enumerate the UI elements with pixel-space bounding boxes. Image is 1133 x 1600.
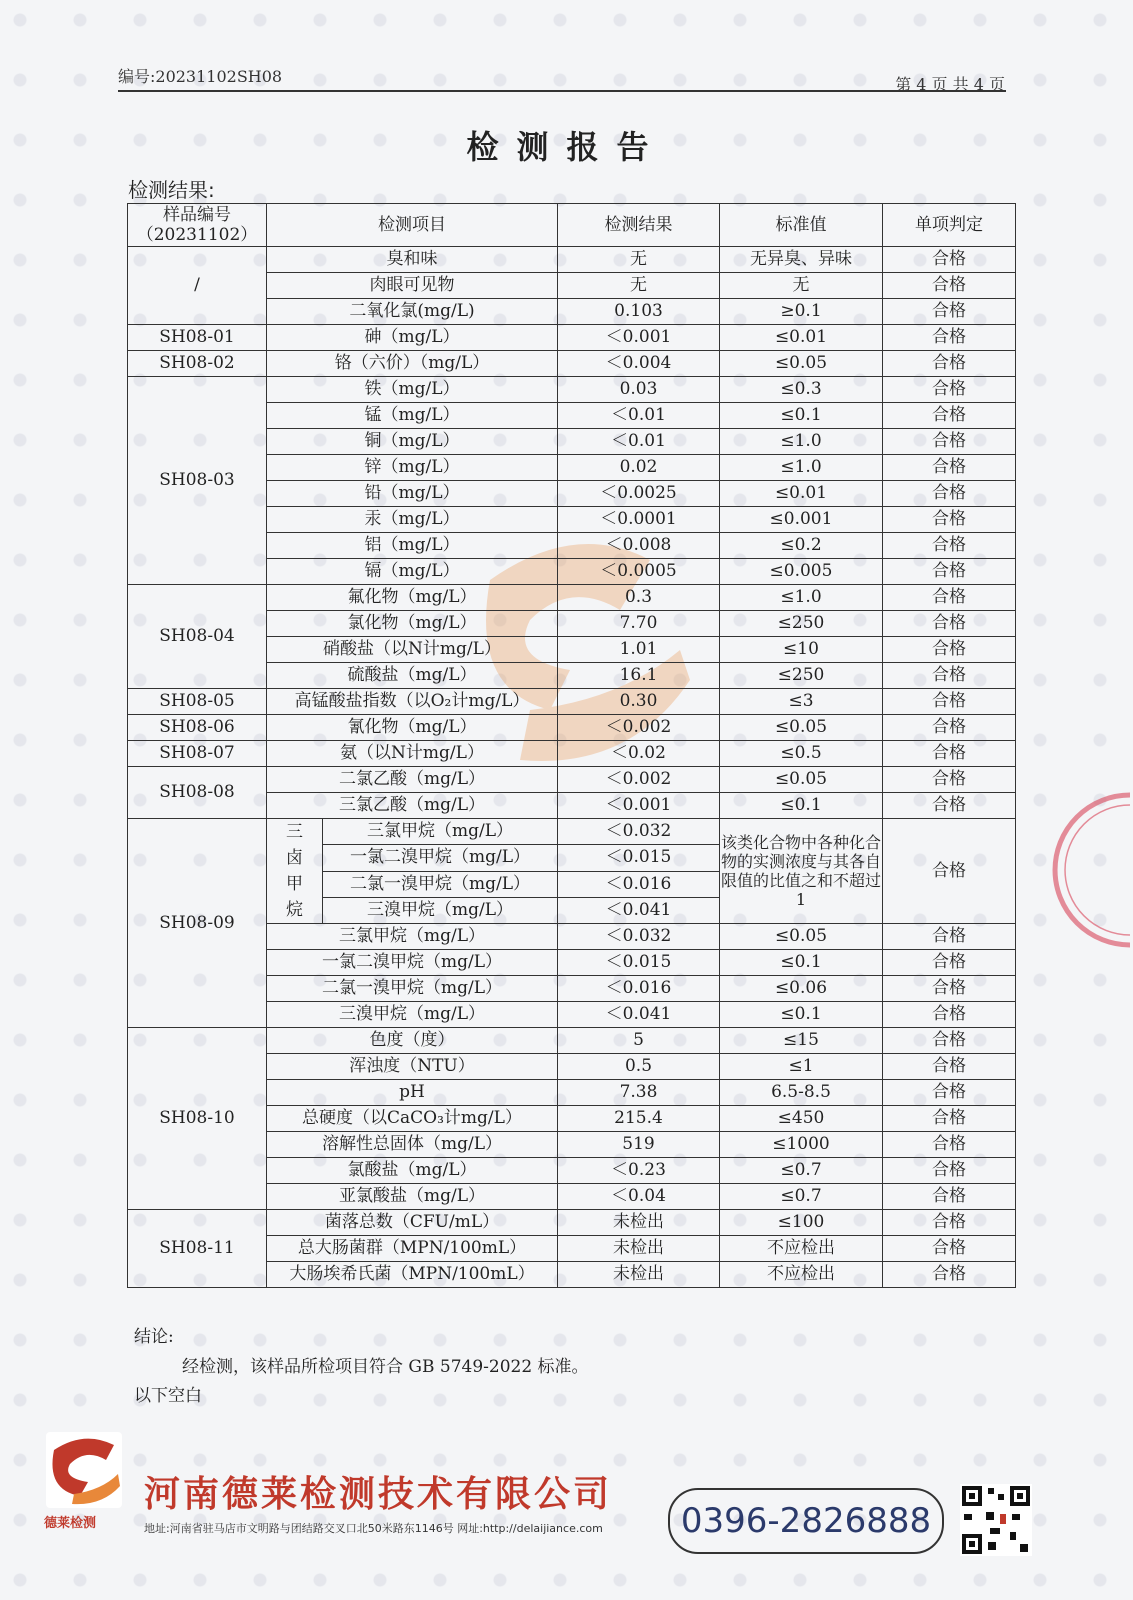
standard-cell: ≤0.7 (720, 1158, 883, 1184)
conclusion-text: 经检测，该样品所检项目符合 GB 5749-2022 标准。 (182, 1357, 589, 1377)
judgement-cell: 合格 (883, 793, 1016, 819)
standard-cell: ≤0.1 (720, 793, 883, 819)
table-row (128, 767, 1016, 793)
judgement-cell: 合格 (883, 247, 1016, 273)
result-cell: 未检出 (558, 1210, 720, 1236)
thm-group-text: 三卤甲烷 (286, 822, 303, 920)
judgement-cell: 合格 (883, 1132, 1016, 1158)
table-row (128, 351, 1016, 377)
standard-cell: 6.5-8.5 (720, 1080, 883, 1106)
standard-cell: ≤0.5 (720, 741, 883, 767)
item-cell: 一氯二溴甲烷（mg/L） (267, 950, 558, 976)
item-cell: 锰（mg/L） (267, 403, 558, 429)
result-cell: ＜0.23 (558, 1158, 720, 1184)
judgement-cell: 合格 (883, 1054, 1016, 1080)
sample-cell: SH08-05 (128, 689, 267, 715)
sample-cell: SH08-01 (128, 325, 267, 351)
result-cell: ＜0.001 (558, 793, 720, 819)
judgement-cell: 合格 (883, 481, 1016, 507)
sample-cell: SH08-04 (128, 585, 267, 689)
item-cell: 硫酸盐（mg/L） (267, 663, 558, 689)
result-cell: 0.03 (558, 377, 720, 403)
result-cell: ＜0.041 (558, 1002, 720, 1028)
judgement-cell: 合格 (883, 585, 1016, 611)
item-cell: 氯酸盐（mg/L） (267, 1158, 558, 1184)
results-table (127, 203, 1016, 1288)
standard-cell: ≤0.05 (720, 924, 883, 950)
item-cell: 总大肠菌群（MPN/100mL） (267, 1236, 558, 1262)
header-result: 检测结果 (558, 204, 720, 247)
judgement-cell: 合格 (883, 351, 1016, 377)
item-cell: 二氯一溴甲烷（mg/L） (267, 976, 558, 1002)
standard-cell: ≤0.3 (720, 377, 883, 403)
standard-cell: ≤0.1 (720, 1002, 883, 1028)
header-sample-no: 样品编号（20231102） (128, 204, 267, 247)
result-cell: 7.70 (558, 611, 720, 637)
item-cell: 硝酸盐（以N计mg/L） (267, 637, 558, 663)
table-row (128, 819, 1016, 845)
table-header-row (128, 204, 1016, 247)
result-cell: ＜0.016 (558, 871, 720, 897)
item-cell: 镉（mg/L） (267, 559, 558, 585)
logo-caption: 德莱检测 (44, 1516, 97, 1531)
sample-cell: SH08-06 (128, 715, 267, 741)
result-cell: 1.01 (558, 637, 720, 663)
judgement-cell: 合格 (883, 924, 1016, 950)
result-cell: ＜0.015 (558, 950, 720, 976)
result-cell: 无 (558, 273, 720, 299)
judgement-cell: 合格 (883, 1028, 1016, 1054)
judgement-cell: 合格 (883, 1080, 1016, 1106)
standard-cell: ≤0.005 (720, 559, 883, 585)
company-address: 地址:河南省驻马店市文明路与团结路交叉口北50米路东1146号 网址:http://delaijiance.com (144, 1522, 603, 1535)
thm-group-label (267, 819, 323, 924)
sample-cell: / (128, 247, 267, 325)
standard-cell: ≤0.1 (720, 403, 883, 429)
standard-cell: ≤0.05 (720, 715, 883, 741)
sample-cell: SH08-09 (128, 819, 267, 1028)
standard-cell: ≤250 (720, 663, 883, 689)
header-divider (118, 90, 1006, 92)
item-cell: 臭和味 (267, 247, 558, 273)
item-cell: pH (267, 1080, 558, 1106)
item-cell: 锌（mg/L） (267, 455, 558, 481)
table-row (128, 741, 1016, 767)
judgement-cell: 合格 (883, 377, 1016, 403)
thm-judgement-cell: 合格 (883, 819, 1016, 924)
result-cell: ＜0.002 (558, 767, 720, 793)
item-cell: 二氯乙酸（mg/L） (267, 767, 558, 793)
result-cell: ＜0.0025 (558, 481, 720, 507)
standard-cell: 无异臭、异味 (720, 247, 883, 273)
standard-cell: ≤100 (720, 1210, 883, 1236)
item-cell: 铅（mg/L） (267, 481, 558, 507)
sample-cell: SH08-10 (128, 1028, 267, 1210)
result-cell: ＜0.0001 (558, 507, 720, 533)
standard-cell: ≤1.0 (720, 429, 883, 455)
result-cell: ＜0.032 (558, 819, 720, 845)
sample-cell: SH08-02 (128, 351, 267, 377)
item-cell: 氨（以N计mg/L） (267, 741, 558, 767)
standard-cell: ≤450 (720, 1106, 883, 1132)
result-cell: ＜0.041 (558, 897, 720, 923)
report-title: 检测报告 (466, 128, 667, 166)
result-cell: 0.3 (558, 585, 720, 611)
judgement-cell: 合格 (883, 611, 1016, 637)
company-name: 河南德莱检测技术有限公司 (144, 1474, 613, 1515)
judgement-cell: 合格 (883, 1158, 1016, 1184)
result-cell: ＜0.032 (558, 924, 720, 950)
judgement-cell: 合格 (883, 741, 1016, 767)
item-cell: 铝（mg/L） (267, 533, 558, 559)
judgement-cell: 合格 (883, 767, 1016, 793)
phone-number: 0396-2826888 (668, 1488, 944, 1554)
judgement-cell: 合格 (883, 976, 1016, 1002)
judgement-cell: 合格 (883, 663, 1016, 689)
item-cell: 一氯二溴甲烷（mg/L） (323, 845, 558, 871)
result-cell: 519 (558, 1132, 720, 1158)
item-cell: 肉眼可见物 (267, 273, 558, 299)
standard-cell: 无 (720, 273, 883, 299)
conclusion-label: 结论: (134, 1327, 174, 1347)
result-cell: 5 (558, 1028, 720, 1054)
result-cell: ＜0.004 (558, 351, 720, 377)
result-cell: ＜0.016 (558, 976, 720, 1002)
judgement-cell: 合格 (883, 715, 1016, 741)
result-cell: 215.4 (558, 1106, 720, 1132)
standard-cell: ≤0.001 (720, 507, 883, 533)
judgement-cell: 合格 (883, 950, 1016, 976)
table-row (128, 247, 1016, 273)
result-cell: 0.30 (558, 689, 720, 715)
standard-cell: ≤0.06 (720, 976, 883, 1002)
result-cell: ＜0.001 (558, 325, 720, 351)
item-cell: 铁（mg/L） (267, 377, 558, 403)
result-cell: 未检出 (558, 1262, 720, 1288)
item-cell: 三氯甲烷（mg/L） (267, 924, 558, 950)
table-row (128, 585, 1016, 611)
standard-cell: ≤0.01 (720, 325, 883, 351)
item-cell: 菌落总数（CFU/mL） (267, 1210, 558, 1236)
item-cell: 三氯乙酸（mg/L） (267, 793, 558, 819)
seal-stamp-icon (1040, 790, 1130, 950)
judgement-cell: 合格 (883, 559, 1016, 585)
qr-code-icon (960, 1484, 1032, 1556)
result-cell: 无 (558, 247, 720, 273)
judgement-cell: 合格 (883, 1236, 1016, 1262)
judgement-cell: 合格 (883, 429, 1016, 455)
sample-cell: SH08-11 (128, 1210, 267, 1288)
result-cell: ＜0.01 (558, 403, 720, 429)
judgement-cell: 合格 (883, 533, 1016, 559)
blank-below-note: 以下空白 (134, 1386, 202, 1406)
standard-cell: ≥0.1 (720, 299, 883, 325)
standard-cell: ≤1.0 (720, 585, 883, 611)
standard-cell: ≤0.1 (720, 950, 883, 976)
thm-standard-cell: 该类化合物中各种化合物的实测浓度与其各自限值的比值之和不超过1 (720, 819, 883, 924)
result-cell: ＜0.015 (558, 845, 720, 871)
item-cell: 溶解性总固体（mg/L） (267, 1132, 558, 1158)
item-cell: 浑浊度（NTU） (267, 1054, 558, 1080)
standard-cell: ≤10 (720, 637, 883, 663)
sample-cell: SH08-08 (128, 767, 267, 819)
result-cell: 0.103 (558, 299, 720, 325)
item-cell: 二氧化氯(mg/L) (267, 299, 558, 325)
judgement-cell: 合格 (883, 637, 1016, 663)
item-cell: 氟化物（mg/L） (267, 585, 558, 611)
standard-cell: ≤3 (720, 689, 883, 715)
result-cell: ＜0.01 (558, 429, 720, 455)
sample-cell: SH08-03 (128, 377, 267, 585)
result-cell: 0.5 (558, 1054, 720, 1080)
standard-cell: ≤0.05 (720, 351, 883, 377)
judgement-cell: 合格 (883, 1002, 1016, 1028)
table-row (128, 1028, 1016, 1054)
item-cell: 三氯甲烷（mg/L） (323, 819, 558, 845)
page-indicator: 第 4 页 共 4 页 (895, 75, 1005, 94)
result-cell: 未检出 (558, 1236, 720, 1262)
judgement-cell: 合格 (883, 1262, 1016, 1288)
judgement-cell: 合格 (883, 689, 1016, 715)
sample-cell: SH08-07 (128, 741, 267, 767)
standard-cell: ≤250 (720, 611, 883, 637)
item-cell: 铬（六价）（mg/L） (267, 351, 558, 377)
item-cell: 三溴甲烷（mg/L） (323, 897, 558, 923)
header-judgement: 单项判定 (883, 204, 1016, 247)
result-cell: ＜0.04 (558, 1184, 720, 1210)
item-cell: 二氯一溴甲烷（mg/L） (323, 871, 558, 897)
report-number: 编号:20231102SH08 (118, 67, 283, 86)
judgement-cell: 合格 (883, 403, 1016, 429)
item-cell: 高锰酸盐指数（以O₂计mg/L） (267, 689, 558, 715)
header-item: 检测项目 (267, 204, 558, 247)
judgement-cell: 合格 (883, 1184, 1016, 1210)
standard-cell: ≤1 (720, 1054, 883, 1080)
result-cell: ＜0.008 (558, 533, 720, 559)
judgement-cell: 合格 (883, 507, 1016, 533)
item-cell: 三溴甲烷（mg/L） (267, 1002, 558, 1028)
standard-cell: 不应检出 (720, 1236, 883, 1262)
standard-cell: ≤0.05 (720, 767, 883, 793)
judgement-cell: 合格 (883, 455, 1016, 481)
judgement-cell: 合格 (883, 1210, 1016, 1236)
standard-cell: ≤0.7 (720, 1184, 883, 1210)
standard-cell: ≤15 (720, 1028, 883, 1054)
item-cell: 总硬度（以CaCO₃计mg/L） (267, 1106, 558, 1132)
table-row (128, 1210, 1016, 1236)
result-cell: ＜0.002 (558, 715, 720, 741)
standard-cell: ≤1.0 (720, 455, 883, 481)
table-row (128, 377, 1016, 403)
table-row (128, 325, 1016, 351)
item-cell: 砷（mg/L） (267, 325, 558, 351)
result-cell: 0.02 (558, 455, 720, 481)
standard-cell: ≤1000 (720, 1132, 883, 1158)
judgement-cell: 合格 (883, 1106, 1016, 1132)
company-logo-icon (44, 1430, 124, 1510)
item-cell: 色度（度） (267, 1028, 558, 1054)
result-cell: ＜0.02 (558, 741, 720, 767)
result-cell: 16.1 (558, 663, 720, 689)
table-row (128, 715, 1016, 741)
judgement-cell: 合格 (883, 299, 1016, 325)
result-cell: 7.38 (558, 1080, 720, 1106)
table-row (128, 689, 1016, 715)
item-cell: 亚氯酸盐（mg/L） (267, 1184, 558, 1210)
item-cell: 汞（mg/L） (267, 507, 558, 533)
judgement-cell: 合格 (883, 325, 1016, 351)
standard-cell: ≤0.01 (720, 481, 883, 507)
result-cell: ＜0.0005 (558, 559, 720, 585)
judgement-cell: 合格 (883, 273, 1016, 299)
item-cell: 氯化物（mg/L） (267, 611, 558, 637)
item-cell: 氰化物（mg/L） (267, 715, 558, 741)
header-standard: 标准值 (720, 204, 883, 247)
standard-cell: ≤0.2 (720, 533, 883, 559)
standard-cell: 不应检出 (720, 1262, 883, 1288)
item-cell: 大肠埃希氏菌（MPN/100mL） (267, 1262, 558, 1288)
item-cell: 铜（mg/L） (267, 429, 558, 455)
section-label: 检测结果: (128, 178, 215, 202)
